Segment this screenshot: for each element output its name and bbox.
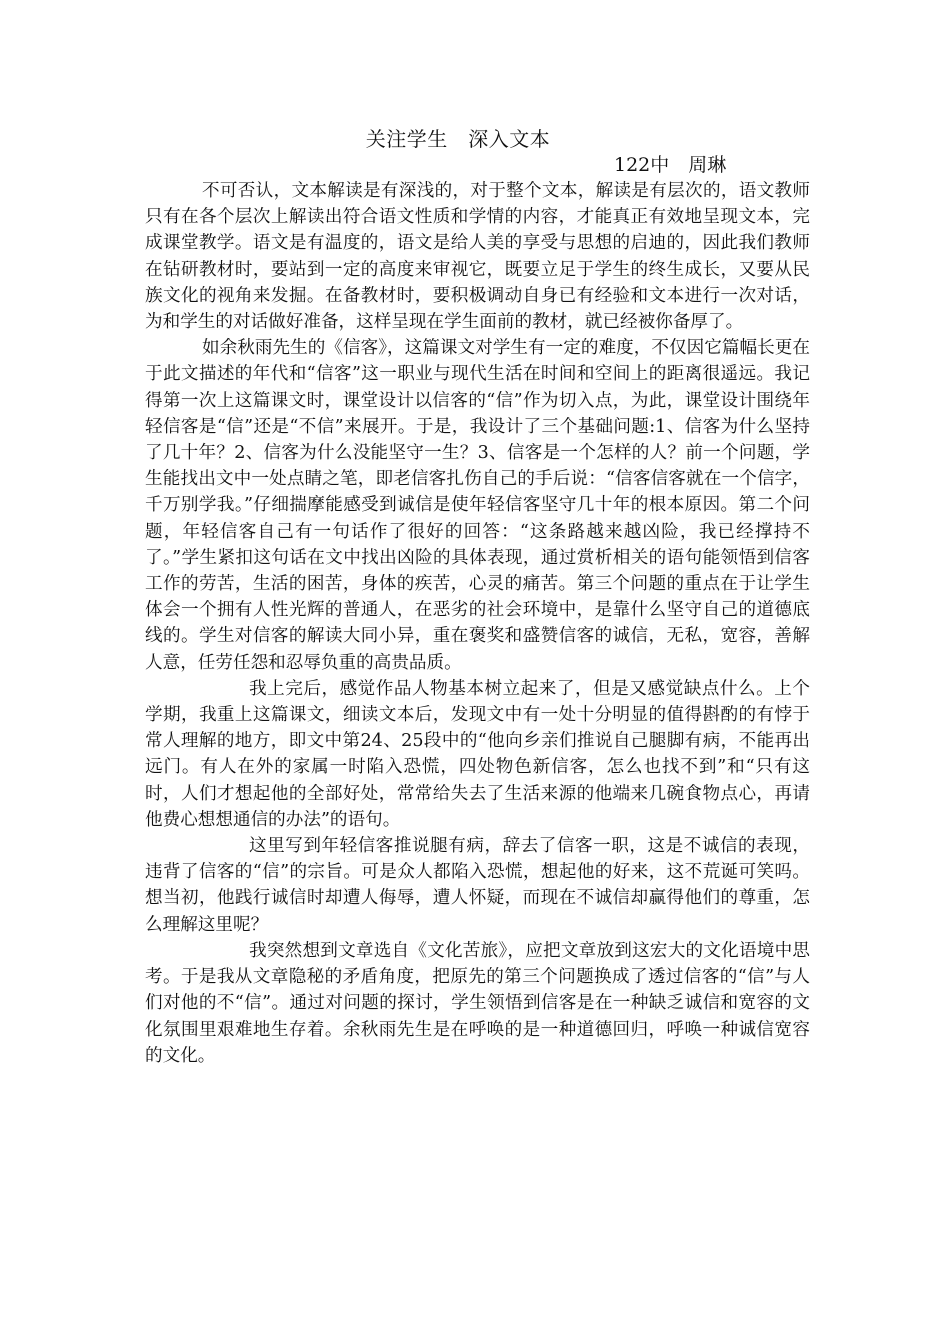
paragraph-1: 不可否认，文本解读是有深浅的，对于整个文本，解读是有层次的，语文教师只有在各个层次上解读出符合语文性质和学情的内容，才能真正有效地呈现文本，完成课堂教学。语文是有温度的，语文是给人美的享受与思想的启迪的，因此我们教师在钻研教材时，要站到一定的高度来审视它，既要立足于学生的终生成长，又要从民族文化的视角来发掘。在备教材时，要积极调动自身已有经验和文本进行一次对话，为和学生的对话做好准备，这样呈现在学生面前的教材，就已经被你备厚了。 [145, 181, 810, 333]
paragraph-3: 我上完后，感觉作品人物基本树立起来了，但是又感觉缺点什么。上个学期，我重上这篇课文，细读文本后，发现文中有一处十分明显的值得斟酌的有悖于常人理解的地方，即文中第24、25段中的“他向乡亲们推说自己腿脚有病，不能再出远门。有人在外的家属一时陷入恐慌，四处物色新信客，怎么也找不到”和“只有这时，人们才想起他的全部好处，常常给失去了生活来源的他端来几碗食物点心，再请他费心想想通信的办法”的语句。 [145, 678, 810, 830]
document-title: 关注学生 深入文本 [365, 127, 551, 151]
paragraph-4: 这里写到年轻信客推说腿有病，辞去了信客一职，这是不诚信的表现，违背了信客的“信”的宗旨。可是众人都陷入恐慌，想起他的好来，这不荒诞可笑吗。想当初，他践行诚信时却遭人侮辱，遭人怀疑，而现在不诚信却赢得他们的尊重，怎么理解这里呢？ [145, 836, 810, 935]
document-body [145, 178, 810, 1069]
author-line: 122中 周琳 [614, 154, 727, 176]
paragraph-2: 如余秋雨先生的《信客》，这篇课文对学生有一定的难度，不仅因它篇幅长更在于此文描述的年代和“信客”这一职业与现代生活在时间和空间上的距离很遥远。我记得第一次上这篇课文时，课堂设计以信客的“信”作为切入点，为此，课堂设计围绕年轻信客是“信”还是“不信”来展开。于是，我设计了三个基础问题:1、信客为什么坚持了几十年？2、信客为什么没能坚守一生？3、信客是一个怎样的人？前一个问题，学生能找出文中一处点睛之笔，即老信客扎伤自己的手后说：“信客信客就在一个信字，千万别学我。”仔细揣摩能感受到诚信是使年轻信客坚守几十年的根本原因。第二个问题，年轻信客自己有一句话作了很好的回答：“这条路越来越凶险，我已经撑持不了。”学生紧扣这句话在文中找出凶险的具体表现，通过赏析相关的语句能领悟到信客工作的劳苦，生活的困苦，身体的疾苦，心灵的痛苦。第三个问题的重点在于让学生体会一个拥有人性光辉的普通人，在恶劣的社会环境中，是靠什么坚守自己的道德底线的。学生对信客的解读大同小异，重在褒奖和盛赞信客的诚信，无私，宽容，善解人意，任劳任怨和忍辱负重的高贵品质。 [145, 338, 810, 673]
paragraph-5: 我突然想到文章选自《文化苦旅》，应把文章放到这宏大的文化语境中思考。于是我从文章隐秘的矛盾角度，把原先的第三个问题换成了透过信客的“信”与人们对他的不“信”。通过对问题的探讨，学生领悟到信客是在一种缺乏诚信和宽容的文化氛围里艰难地生存着。余秋雨先生是在呼唤的是一种道德回归，呼唤一种诚信宽容的文化。 [145, 940, 810, 1066]
